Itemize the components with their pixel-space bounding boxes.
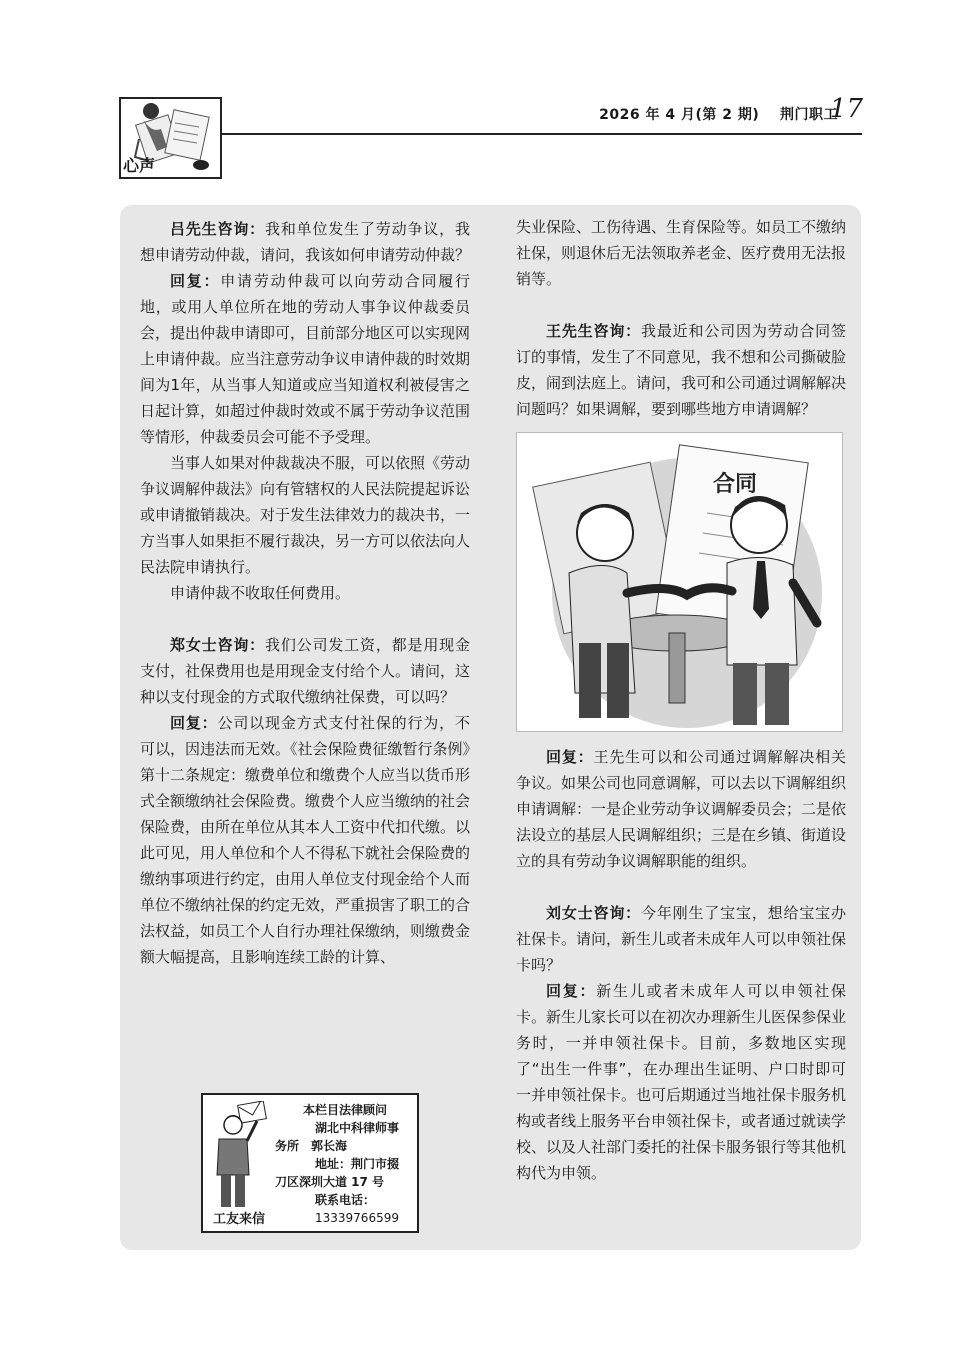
reply-text: 申请劳动仲裁可以向劳动合同履行地，或用人单位所在地的劳动人事争议仲裁委员会，提出仲裁申请即可，目前部分地区可以实现网上申请仲裁。应当注意劳动争议申请仲裁的时效期间为1年，从当事人知道或应当知道权利被侵害之日起计算，如超过仲裁时效或不属于劳动争议范围等情形，仲裁委员会可能不予受理。: [140, 272, 471, 446]
reply-text: 王先生可以和公司通过调解解决相关争议。如果公司也同意调解，可以去以下调解组织申请调解：一是企业劳动争议调解委员会；二是依法设立的基层人民调解组织；三是在乡镇、街道设立的具有劳动争议调解职能的组织。: [516, 748, 847, 870]
question-4: [516, 900, 846, 978]
asker-wang: 王先生咨询：: [546, 322, 641, 340]
question-text: 我们公司发工资，都是用现金支付，社保费用也是用现金支付给个人。请问，这种以支付现金的方式取代缴纳社保费，可以吗？: [140, 636, 471, 706]
reply-3: [516, 744, 846, 874]
reply-2-continued: 失业保险、工伤待遇、生育保险等。如员工不缴纳社保，则退休后无法领取养老金、医疗费用无法报销等。: [516, 218, 847, 288]
handshake-illustration: [516, 432, 843, 732]
reply-1-paragraph-2: 当事人如果对仲裁裁决不服，可以依照《劳动争议调解仲裁法》向有管辖权的人民法院提起诉讼或申请撤销裁决。对于发生法律效力的裁决书，一方当事人如果拒不履行裁决，另一方可以依法向人民法院申请执行。: [140, 454, 471, 576]
reply-text: 新生儿或者未成年人可以申领社保卡。新生儿家长可以在初次办理新生儿医保参保业务时，一并申领社保卡。目前，多数地区实现了“出生一件事”，在办理出生证明、户口时即可一并申领社保卡。也可后期通过当地社保卡服务机构或者线上服务平台申领社保卡，或者通过就读学校、以及人社部门委托的社保卡服务银行等其他机构代为申领。: [516, 982, 847, 1182]
column-label: 心声: [123, 156, 156, 175]
reply-text: 公司以现金方式支付社保的行为，不可以，因违法而无效。《社会保险费征缴暂行条例》第十二条规定：缴费单位和缴费个人应当以货币形式全额缴纳社会保险费。缴费个人应当缴纳的社会保险费，由所在单位从其本人工资中代扣代缴。以此可见，用人单位和个人不得私下就社会保险费的缴纳事项进行约定，由用人单位支付现金给个人而单位不缴纳社保的约定无效，严重损害了职工的合法权益，如员工个人自行办理社保缴纳，则缴费金额大幅提高，且影响连续工龄的计算、: [140, 714, 471, 966]
right-column: [516, 214, 846, 1186]
reply-label: 回复：: [170, 714, 218, 732]
handshake-icon: [517, 433, 842, 731]
contact-address: 刀区深圳大道 17 号: [275, 1175, 385, 1189]
reply-label: 回复：: [546, 748, 594, 766]
issue-info: [599, 104, 838, 124]
contact-line: 湖北中科律师事: [315, 1121, 400, 1135]
contact-box: [201, 1093, 419, 1233]
question-text: 今年刚生了宝宝，想给宝宝办社保卡。请问，新生儿或者未成年人可以申领社保卡吗？: [516, 904, 847, 974]
publication-name: 荆门职工: [780, 107, 838, 123]
question-text: 我最近和公司因为劳动合同签订的事情，发生了不同意见，我不想和公司撕破脸皮，闹到法庭上。请问，我可和公司通过调解解决问题吗？如果调解，要到哪些地方申请调解？: [516, 322, 847, 418]
contact-phone-label: 联系电话：: [315, 1193, 376, 1207]
issue-date: 2026 年 4 月(第 2 期): [599, 107, 760, 123]
reply-label: 回复：: [546, 982, 597, 1000]
reply-1: [140, 268, 470, 450]
contact-address-label: 地址：荆门市掇: [315, 1157, 400, 1171]
reply-2: [140, 710, 470, 970]
reply-4: [516, 978, 846, 1186]
contract-title: 合同: [713, 472, 758, 497]
question-1: [140, 216, 470, 268]
reply-1-paragraph-3: 申请仲裁不收取任何费用。: [170, 584, 351, 602]
mail-worker-icon: [211, 1101, 269, 1211]
header-rule: [222, 133, 862, 135]
contact-line: 务所 郭长海: [275, 1139, 348, 1153]
reply-label: 回复：: [170, 272, 221, 290]
asker-zheng: 郑女士咨询：: [170, 636, 265, 654]
page-number: 17: [829, 94, 863, 124]
asker-lu: 吕先生咨询：: [170, 220, 265, 238]
column-logo: [119, 97, 222, 179]
contact-details: [275, 1101, 417, 1227]
question-text: 我和单位发生了劳动争议，我想申请劳动仲裁，请问，我该如何申请劳动仲裁？: [140, 220, 471, 264]
contact-line: 本栏目法律顾问: [303, 1103, 388, 1117]
question-3: [516, 318, 846, 422]
asker-liu: 刘女士咨询：: [546, 904, 641, 922]
contact-phone: 13339766599: [315, 1211, 399, 1225]
left-column: [140, 216, 470, 970]
question-2: [140, 632, 470, 710]
contact-caption: 工友来信: [213, 1212, 266, 1227]
